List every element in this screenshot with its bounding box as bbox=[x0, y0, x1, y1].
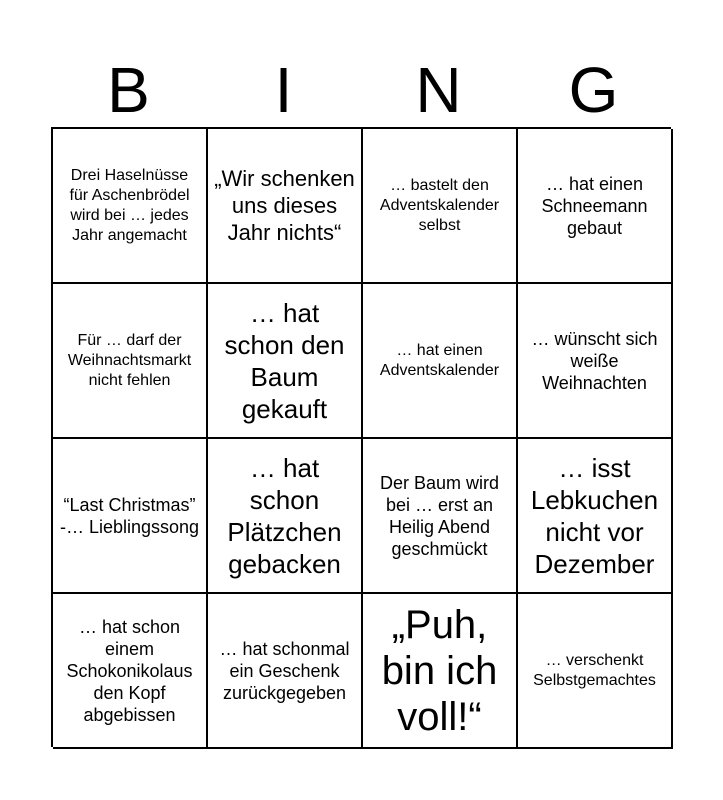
bingo-header bbox=[51, 52, 671, 128]
bingo-cell-r2c1[interactable] bbox=[53, 284, 208, 439]
header-letter-b: B bbox=[107, 54, 150, 126]
cell-text: … wünscht sich weiße Weihnachten bbox=[531, 328, 658, 393]
bingo-cell-r4c3[interactable] bbox=[363, 594, 518, 749]
cell-text: … hat schonmal ein Geschenk zurückgegeben bbox=[219, 638, 350, 703]
cell-text: „Wir schenken uns dieses Jahr nichts“ bbox=[214, 166, 355, 245]
bingo-cell-r3c3[interactable] bbox=[363, 439, 518, 594]
bingo-cell-r4c2[interactable] bbox=[208, 594, 363, 749]
bingo-cell-r3c1[interactable] bbox=[53, 439, 208, 594]
bingo-cell-r2c2[interactable] bbox=[208, 284, 363, 439]
bingo-cell-r2c3[interactable] bbox=[363, 284, 518, 439]
cell-text: … hat einen Adventskalender bbox=[379, 341, 500, 379]
bingo-cell-r1c2[interactable] bbox=[208, 129, 363, 284]
cell-text: … hat schon Plätzchen gebacken bbox=[227, 452, 342, 579]
bingo-cell-r1c3[interactable] bbox=[363, 129, 518, 284]
header-letter-n: N bbox=[415, 54, 462, 126]
cell-text: “Last Christmas” -… Lieblingssong bbox=[59, 494, 200, 537]
cell-text: … hat schon den Baum gekauft bbox=[224, 297, 345, 424]
header-letter-i: I bbox=[274, 54, 293, 126]
bingo-cell-r2c4[interactable] bbox=[518, 284, 673, 439]
bingo-cell-r4c1[interactable] bbox=[53, 594, 208, 749]
cell-text: Der Baum wird bei … erst an Heilig Abend geschmückt bbox=[379, 472, 500, 559]
cell-text: … hat schon einem Schokonikolaus den Kopf abgebissen bbox=[66, 616, 193, 725]
cell-text: … hat einen Schneemann gebaut bbox=[541, 173, 648, 238]
bingo-cell-r1c1[interactable] bbox=[53, 129, 208, 284]
bingo-cell-r4c4[interactable] bbox=[518, 594, 673, 749]
cell-text: „Puh, bin ich voll!“ bbox=[381, 602, 498, 739]
cell-text: … verschenkt Selbstgemachtes bbox=[533, 651, 656, 689]
cell-text: … isst Lebkuchen nicht vor Dezember bbox=[530, 452, 659, 579]
bingo-cell-r1c4[interactable] bbox=[518, 129, 673, 284]
cell-text: Drei Haselnüsse für Aschenbrödel wird bei … jedes Jahr angemacht bbox=[69, 166, 190, 244]
header-letter-g: G bbox=[568, 54, 619, 126]
bingo-cell-r3c4[interactable] bbox=[518, 439, 673, 594]
cell-text: … bastelt den Adventskalender selbst bbox=[379, 176, 500, 234]
cell-text: Für … darf der Weihnachtsmarkt nicht fehlen bbox=[67, 331, 192, 389]
bingo-grid bbox=[51, 127, 671, 747]
bingo-cell-r3c2[interactable] bbox=[208, 439, 363, 594]
